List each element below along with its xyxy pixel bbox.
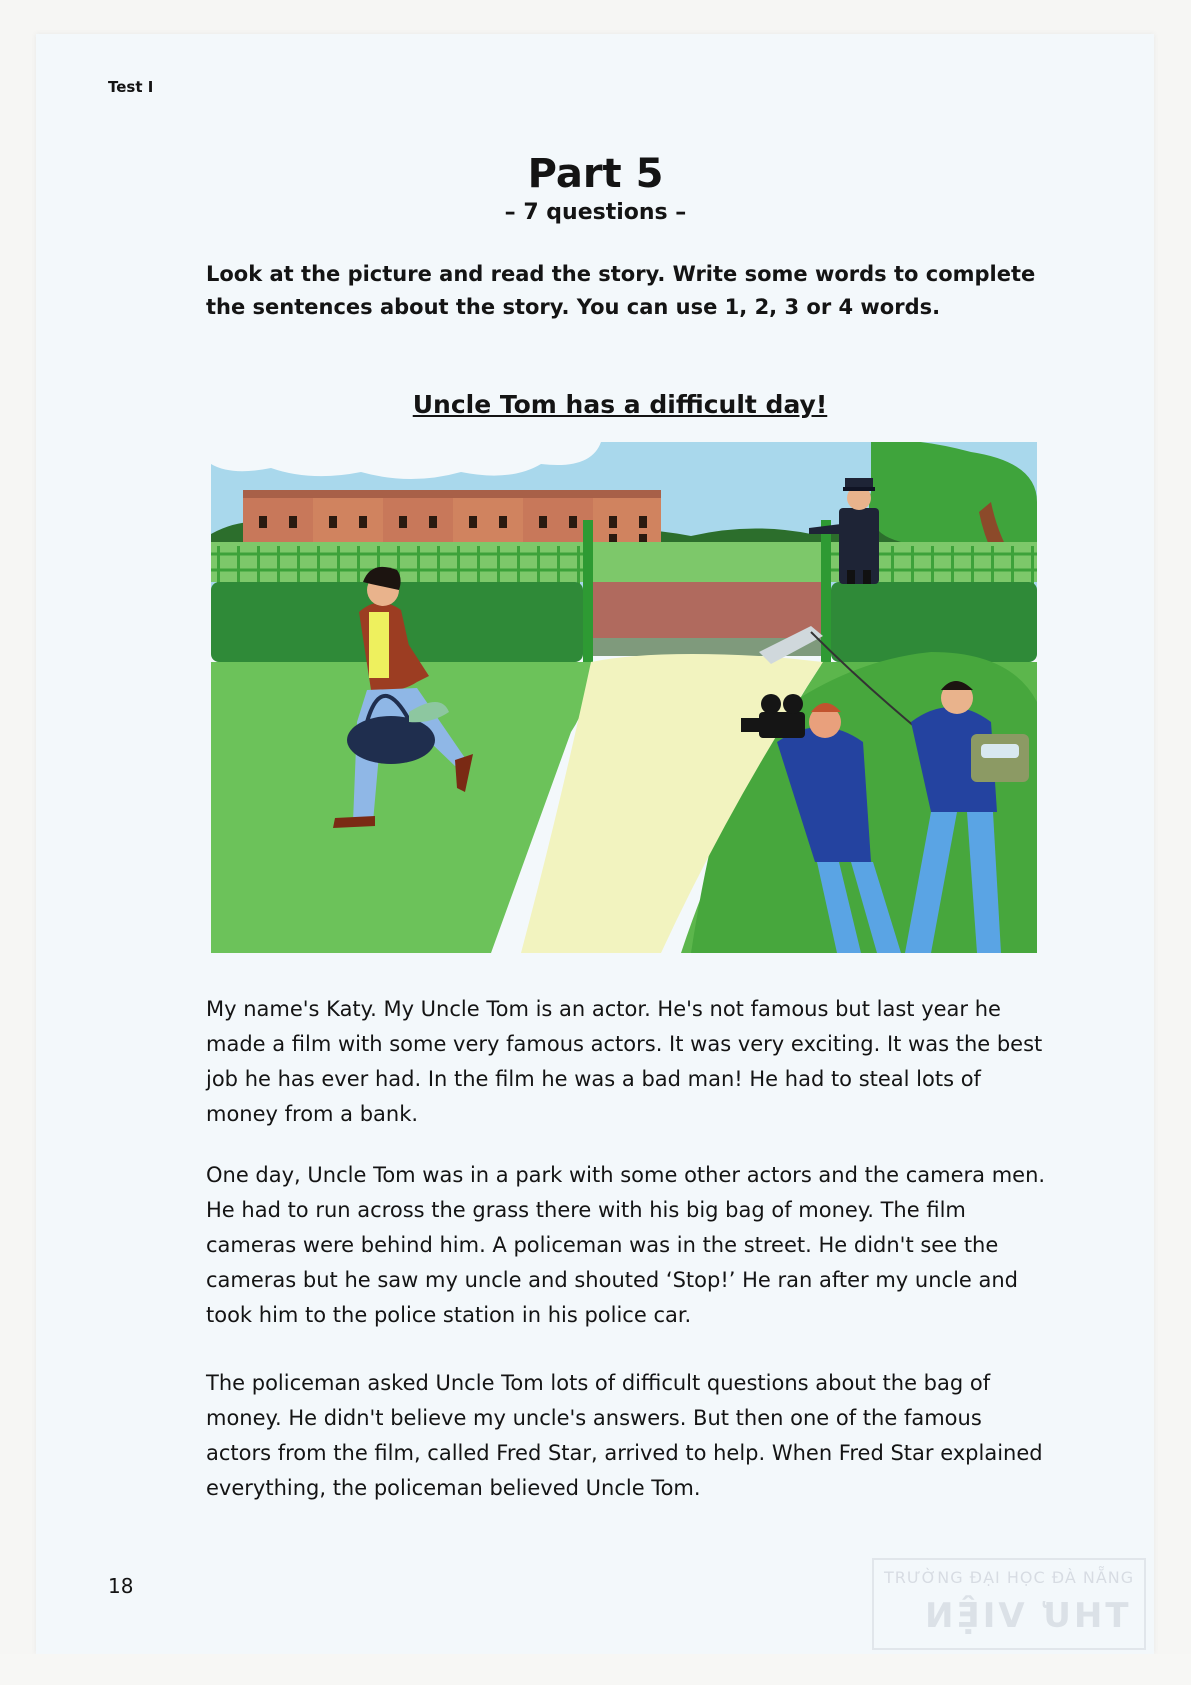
hedge-right bbox=[831, 582, 1037, 662]
bottom-band bbox=[0, 1654, 1191, 1685]
test-label: Test I bbox=[108, 78, 154, 96]
story-illustration bbox=[211, 442, 1037, 953]
story-paragraph-1: My name's Katy. My Uncle Tom is an actor. He's not famous but last year he made a film with some very famous actors. It was very exciting. It was the best job he has ever had. In the film he was a bad man! He had to steal lots of money from a bank. bbox=[206, 997, 1043, 1126]
houses bbox=[243, 490, 661, 544]
stamp-main-text: THƯ VIỆN bbox=[922, 1596, 1129, 1636]
street bbox=[591, 582, 823, 638]
instructions: Look at the picture and read the story. Write some words to complete the sentences about the story. You can use 1, 2, 3 or 4 words. bbox=[206, 262, 1036, 319]
stamp-top-text: TRƯỜNG ĐẠI HỌC ĐÀ NẴNG bbox=[884, 1568, 1135, 1587]
story-paragraph-2: One day, Uncle Tom was in a park with some other actors and the camera men. He had to run across the grass there with his big bag of money. The film cameras were behind him. A policeman was in the street. He didn't see the cameras but he saw my uncle and shouted ‘Stop!’ He ran after my uncle and took him to the police station in his police car. bbox=[206, 1163, 1046, 1327]
part-subtitle: – 7 questions – bbox=[504, 200, 687, 225]
part-title: Part 5 bbox=[527, 151, 664, 197]
story-paragraph-3: The policeman asked Uncle Tom lots of difficult questions about the bag of money. He didn't believe my uncle's answers. But then one of the famous actors from the film, called Fred Star, arrived to help. When Fred Star explained everything, the policeman believed Uncle Tom. bbox=[206, 1371, 1043, 1500]
gate-post-left bbox=[583, 520, 593, 670]
library-stamp bbox=[872, 1558, 1146, 1650]
page-number: 18 bbox=[108, 1574, 134, 1598]
story-title: Uncle Tom has a difficult day! bbox=[412, 390, 828, 419]
